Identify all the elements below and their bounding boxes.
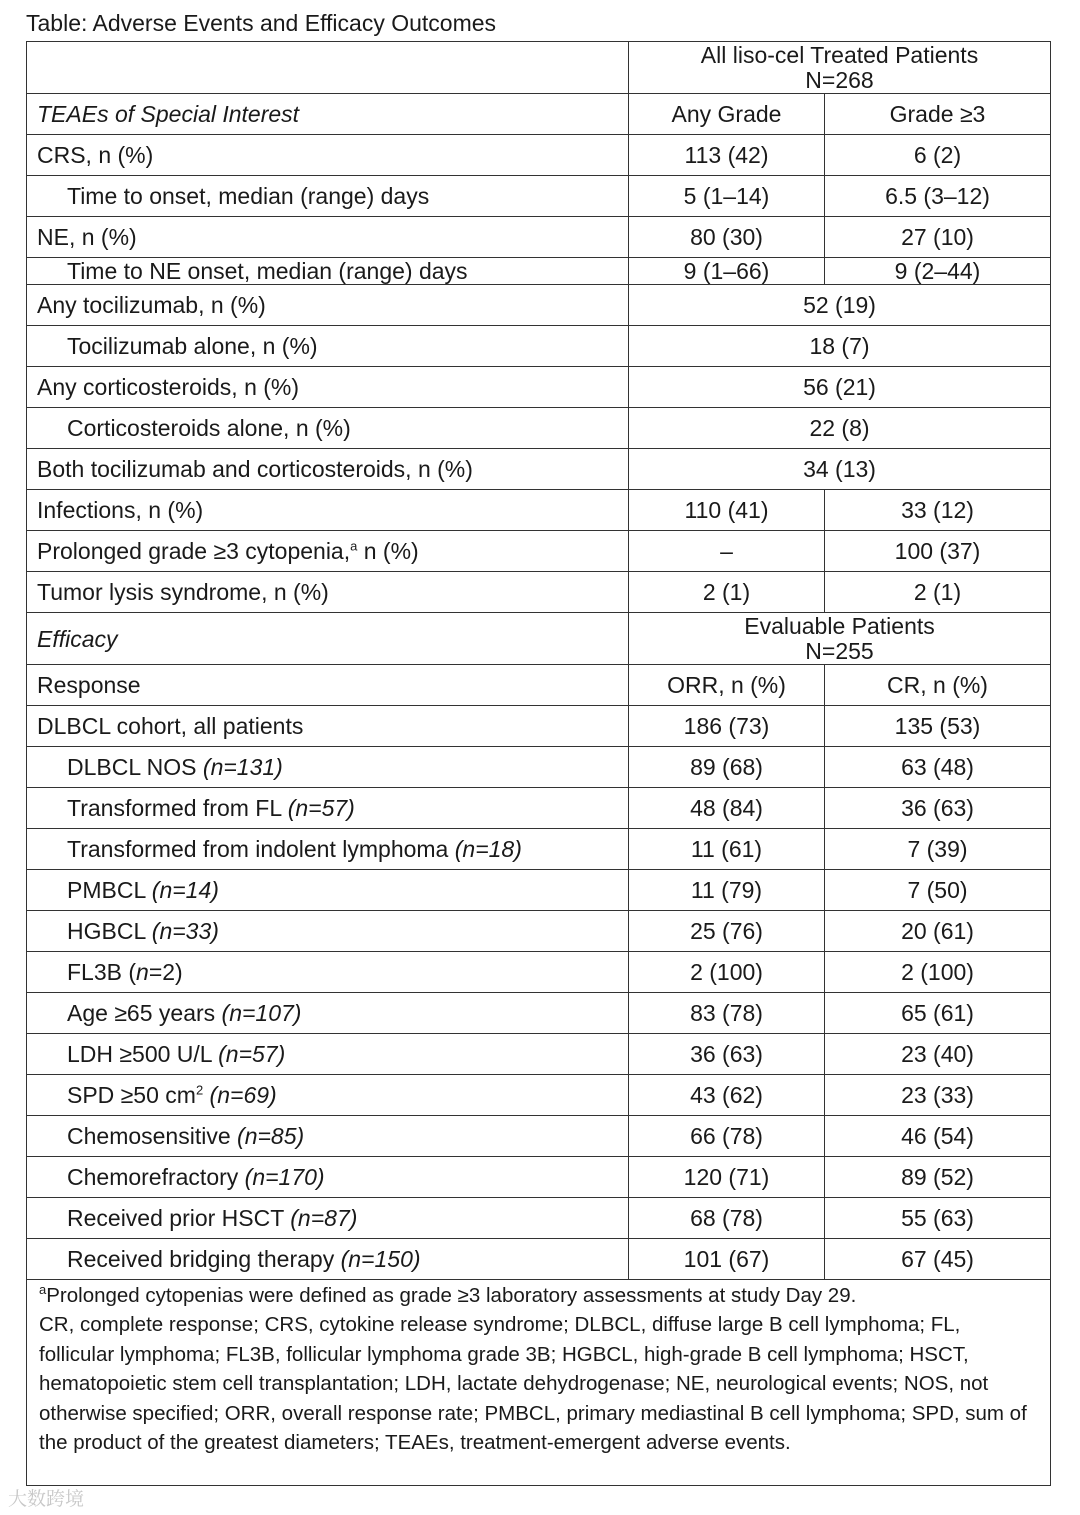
subgroup-n: (n=131): [202, 754, 283, 780]
efficacy-group-n: N=255: [805, 637, 874, 664]
orr-value: 43 (62): [629, 1075, 825, 1116]
orr-value: 36 (63): [629, 1034, 825, 1075]
subgroup-n: (n=85): [237, 1123, 305, 1149]
efficacy-section-label: Efficacy: [27, 613, 629, 665]
grade3-value: 9 (2–44): [825, 258, 1051, 285]
merged-value-cell: 18 (7): [629, 326, 1051, 367]
cr-value: 65 (61): [825, 993, 1051, 1034]
efficacy-row: [27, 1075, 1051, 1116]
cr-value: 23 (33): [825, 1075, 1051, 1116]
efficacy-row: [27, 1157, 1051, 1198]
efficacy-group-header-row: [27, 613, 1051, 665]
merged-value-cell: 56 (21): [629, 367, 1051, 408]
efficacy-row: [27, 1239, 1051, 1280]
subgroup-name: FL3B (: [67, 959, 137, 985]
grade3-value: 27 (10): [825, 217, 1051, 258]
efficacy-row: [27, 993, 1051, 1034]
any-grade-value: –: [629, 531, 825, 572]
cr-value: 23 (40): [825, 1034, 1051, 1075]
safety-row-label: Both tocilizumab and corticosteroids, n (%): [27, 449, 629, 490]
efficacy-row-label: [27, 1034, 629, 1075]
subgroup-name: SPD ≥50 cm: [67, 1082, 196, 1108]
efficacy-row: [27, 788, 1051, 829]
subgroup-name: HGBCL: [67, 918, 152, 944]
safety-row-label: Infections, n (%): [27, 490, 629, 531]
merged-value-cell: 34 (13): [629, 449, 1051, 490]
cr-value: 7 (39): [825, 829, 1051, 870]
cr-value: 7 (50): [825, 870, 1051, 911]
grade3-value: 6.5 (3–12): [825, 176, 1051, 217]
safety-row-label: Any tocilizumab, n (%): [27, 285, 629, 326]
subgroup-n-tail: =2): [148, 959, 183, 985]
safety-row: [27, 135, 1051, 176]
safety-row: [27, 572, 1051, 613]
subgroup-name: Received prior HSCT: [67, 1205, 291, 1231]
orr-value: 83 (78): [629, 993, 825, 1034]
safety-group-n: N=268: [805, 66, 874, 93]
outcomes-table: [26, 41, 1051, 1486]
empty-header-cell: [27, 42, 629, 94]
safety-row: [27, 531, 1051, 572]
subgroup-name: Chemorefractory: [67, 1164, 245, 1190]
efficacy-row: [27, 911, 1051, 952]
safety-row: [27, 258, 1051, 285]
subgroup-n: (n=57): [287, 795, 355, 821]
safety-row: [27, 326, 1051, 367]
efficacy-row-label: [27, 1239, 629, 1280]
subgroup-name: Chemosensitive: [67, 1123, 238, 1149]
efficacy-row: [27, 747, 1051, 788]
orr-value: 101 (67): [629, 1239, 825, 1280]
efficacy-row-label: [27, 952, 629, 993]
orr-value: 11 (61): [629, 829, 825, 870]
safety-row: [27, 449, 1051, 490]
subgroup-n: (n=107): [221, 1000, 302, 1026]
subgroup-n: (n=57): [218, 1041, 286, 1067]
cr-value: 20 (61): [825, 911, 1051, 952]
orr-value: 2 (100): [629, 952, 825, 993]
safety-row-label: Time to NE onset, median (range) days: [27, 258, 629, 285]
superscript: 2: [195, 1082, 204, 1098]
subgroup-n: (n=14): [151, 877, 219, 903]
cr-value: 36 (63): [825, 788, 1051, 829]
safety-row: [27, 490, 1051, 531]
orr-value: 89 (68): [629, 747, 825, 788]
efficacy-row: [27, 1034, 1051, 1075]
any-grade-header: Any Grade: [629, 94, 825, 135]
safety-row-label: Time to onset, median (range) days: [27, 176, 629, 217]
grade3-value: 100 (37): [825, 531, 1051, 572]
any-grade-value: 110 (41): [629, 490, 825, 531]
any-grade-value: 9 (1–66): [629, 258, 825, 285]
efficacy-row: [27, 952, 1051, 993]
efficacy-row-label: [27, 788, 629, 829]
safety-row-label: Tumor lysis syndrome, n (%): [27, 572, 629, 613]
efficacy-row: [27, 1198, 1051, 1239]
label-text: Prolonged grade ≥3 cytopenia,: [37, 538, 351, 564]
efficacy-row: [27, 1116, 1051, 1157]
efficacy-row-label: [27, 870, 629, 911]
subgroup-name: PMBCL: [67, 877, 152, 903]
teae-header-row: [27, 94, 1051, 135]
cr-value: 55 (63): [825, 1198, 1051, 1239]
footnote-marker: a: [39, 1282, 47, 1298]
footnote-ref: a: [350, 538, 358, 554]
efficacy-group-label: Evaluable Patients: [744, 612, 935, 639]
orr-value: 66 (78): [629, 1116, 825, 1157]
subgroup-name: Transformed from indolent lymphoma: [67, 836, 455, 862]
any-grade-value: 5 (1–14): [629, 176, 825, 217]
orr-value: 68 (78): [629, 1198, 825, 1239]
efficacy-row: [27, 706, 1051, 747]
efficacy-group-header: [629, 613, 1051, 665]
footnote-row: [27, 1280, 1051, 1486]
safety-row-label: Any corticosteroids, n (%): [27, 367, 629, 408]
orr-value: 120 (71): [629, 1157, 825, 1198]
cr-value: 135 (53): [825, 706, 1051, 747]
response-header-row: [27, 665, 1051, 706]
safety-row-label: NE, n (%): [27, 217, 629, 258]
subgroup-n: (n=150): [340, 1246, 421, 1272]
safety-row: [27, 408, 1051, 449]
efficacy-row-label: [27, 747, 629, 788]
subgroup-n: (n=69): [203, 1082, 277, 1108]
safety-group-header: [629, 42, 1051, 94]
response-label: Response: [27, 665, 629, 706]
safety-row: [27, 367, 1051, 408]
safety-group-label: All liso-cel Treated Patients: [700, 41, 979, 68]
subgroup-name: DLBCL cohort, all patients: [37, 713, 304, 739]
efficacy-row-label: [27, 1075, 629, 1116]
orr-header: ORR, n (%): [629, 665, 825, 706]
efficacy-row-label: [27, 1116, 629, 1157]
orr-value: 25 (76): [629, 911, 825, 952]
safety-row-label: [27, 531, 629, 572]
subgroup-n: (n=170): [244, 1164, 325, 1190]
watermark-logo: 大数跨境: [8, 1488, 85, 1510]
safety-row-label: Tocilizumab alone, n (%): [27, 326, 629, 367]
subgroup-n: (n=87): [290, 1205, 358, 1231]
safety-row: [27, 217, 1051, 258]
safety-row-label: CRS, n (%): [27, 135, 629, 176]
cr-value: 89 (52): [825, 1157, 1051, 1198]
merged-value-cell: 52 (19): [629, 285, 1051, 326]
grade3-header: Grade ≥3: [825, 94, 1051, 135]
teae-section-label: TEAEs of Special Interest: [27, 94, 629, 135]
cr-value: 2 (100): [825, 952, 1051, 993]
orr-value: 48 (84): [629, 788, 825, 829]
efficacy-row: [27, 870, 1051, 911]
cr-value: 63 (48): [825, 747, 1051, 788]
cr-value: 67 (45): [825, 1239, 1051, 1280]
label-text: n (%): [357, 538, 419, 564]
safety-row: [27, 285, 1051, 326]
safety-row-label: Corticosteroids alone, n (%): [27, 408, 629, 449]
grade3-value: 6 (2): [825, 135, 1051, 176]
efficacy-row-label: [27, 706, 629, 747]
subgroup-name: Received bridging therapy: [67, 1246, 341, 1272]
efficacy-row-label: [27, 993, 629, 1034]
cr-header: CR, n (%): [825, 665, 1051, 706]
subgroup-name: DLBCL NOS: [67, 754, 203, 780]
safety-group-header-row: [27, 42, 1051, 94]
subgroup-name: LDH ≥500 U/L: [67, 1041, 219, 1067]
subgroup-name: Transformed from FL: [67, 795, 288, 821]
subgroup-n: (n=33): [151, 918, 219, 944]
efficacy-row-label: [27, 1157, 629, 1198]
efficacy-row-label: [27, 1198, 629, 1239]
grade3-value: 2 (1): [825, 572, 1051, 613]
footnote-line-1: [39, 1281, 1038, 1310]
any-grade-value: 113 (42): [629, 135, 825, 176]
footnote-cytopenia: Prolonged cytopenias were defined as grade ≥3 laboratory assessments at study Day 29.: [46, 1284, 857, 1307]
subgroup-name: Age ≥65 years: [67, 1000, 222, 1026]
efficacy-row-label: [27, 911, 629, 952]
safety-row: [27, 176, 1051, 217]
orr-value: 11 (79): [629, 870, 825, 911]
footnote-cell: [27, 1280, 1051, 1486]
subgroup-n: n: [136, 959, 149, 985]
table-caption: Table: Adverse Events and Efficacy Outcomes: [26, 10, 497, 36]
any-grade-value: 80 (30): [629, 217, 825, 258]
grade3-value: 33 (12): [825, 490, 1051, 531]
efficacy-row: [27, 829, 1051, 870]
orr-value: 186 (73): [629, 706, 825, 747]
footnote-abbreviations: CR, complete response; CRS, cytokine release syndrome; DLBCL, diffuse large B cell lymphoma; FL, follicular lymphoma; FL3B, follicular lymphoma grade 3B; HGBCL, high-grade B cell lymphoma; HSCT, hematopoietic stem cell transplantation; LDH, lactate dehydrogenase; NE, neurological events; NOS, not otherwise specified; ORR, overall response rate; PMBCL, primary mediastinal B cell lymphoma; SPD, sum of the product of the greatest diameters; TEAEs, treatment-emergent adverse events.: [39, 1313, 1027, 1455]
efficacy-row-label: [27, 829, 629, 870]
cr-value: 46 (54): [825, 1116, 1051, 1157]
any-grade-value: 2 (1): [629, 572, 825, 613]
subgroup-n: (n=18): [454, 836, 522, 862]
merged-value-cell: 22 (8): [629, 408, 1051, 449]
